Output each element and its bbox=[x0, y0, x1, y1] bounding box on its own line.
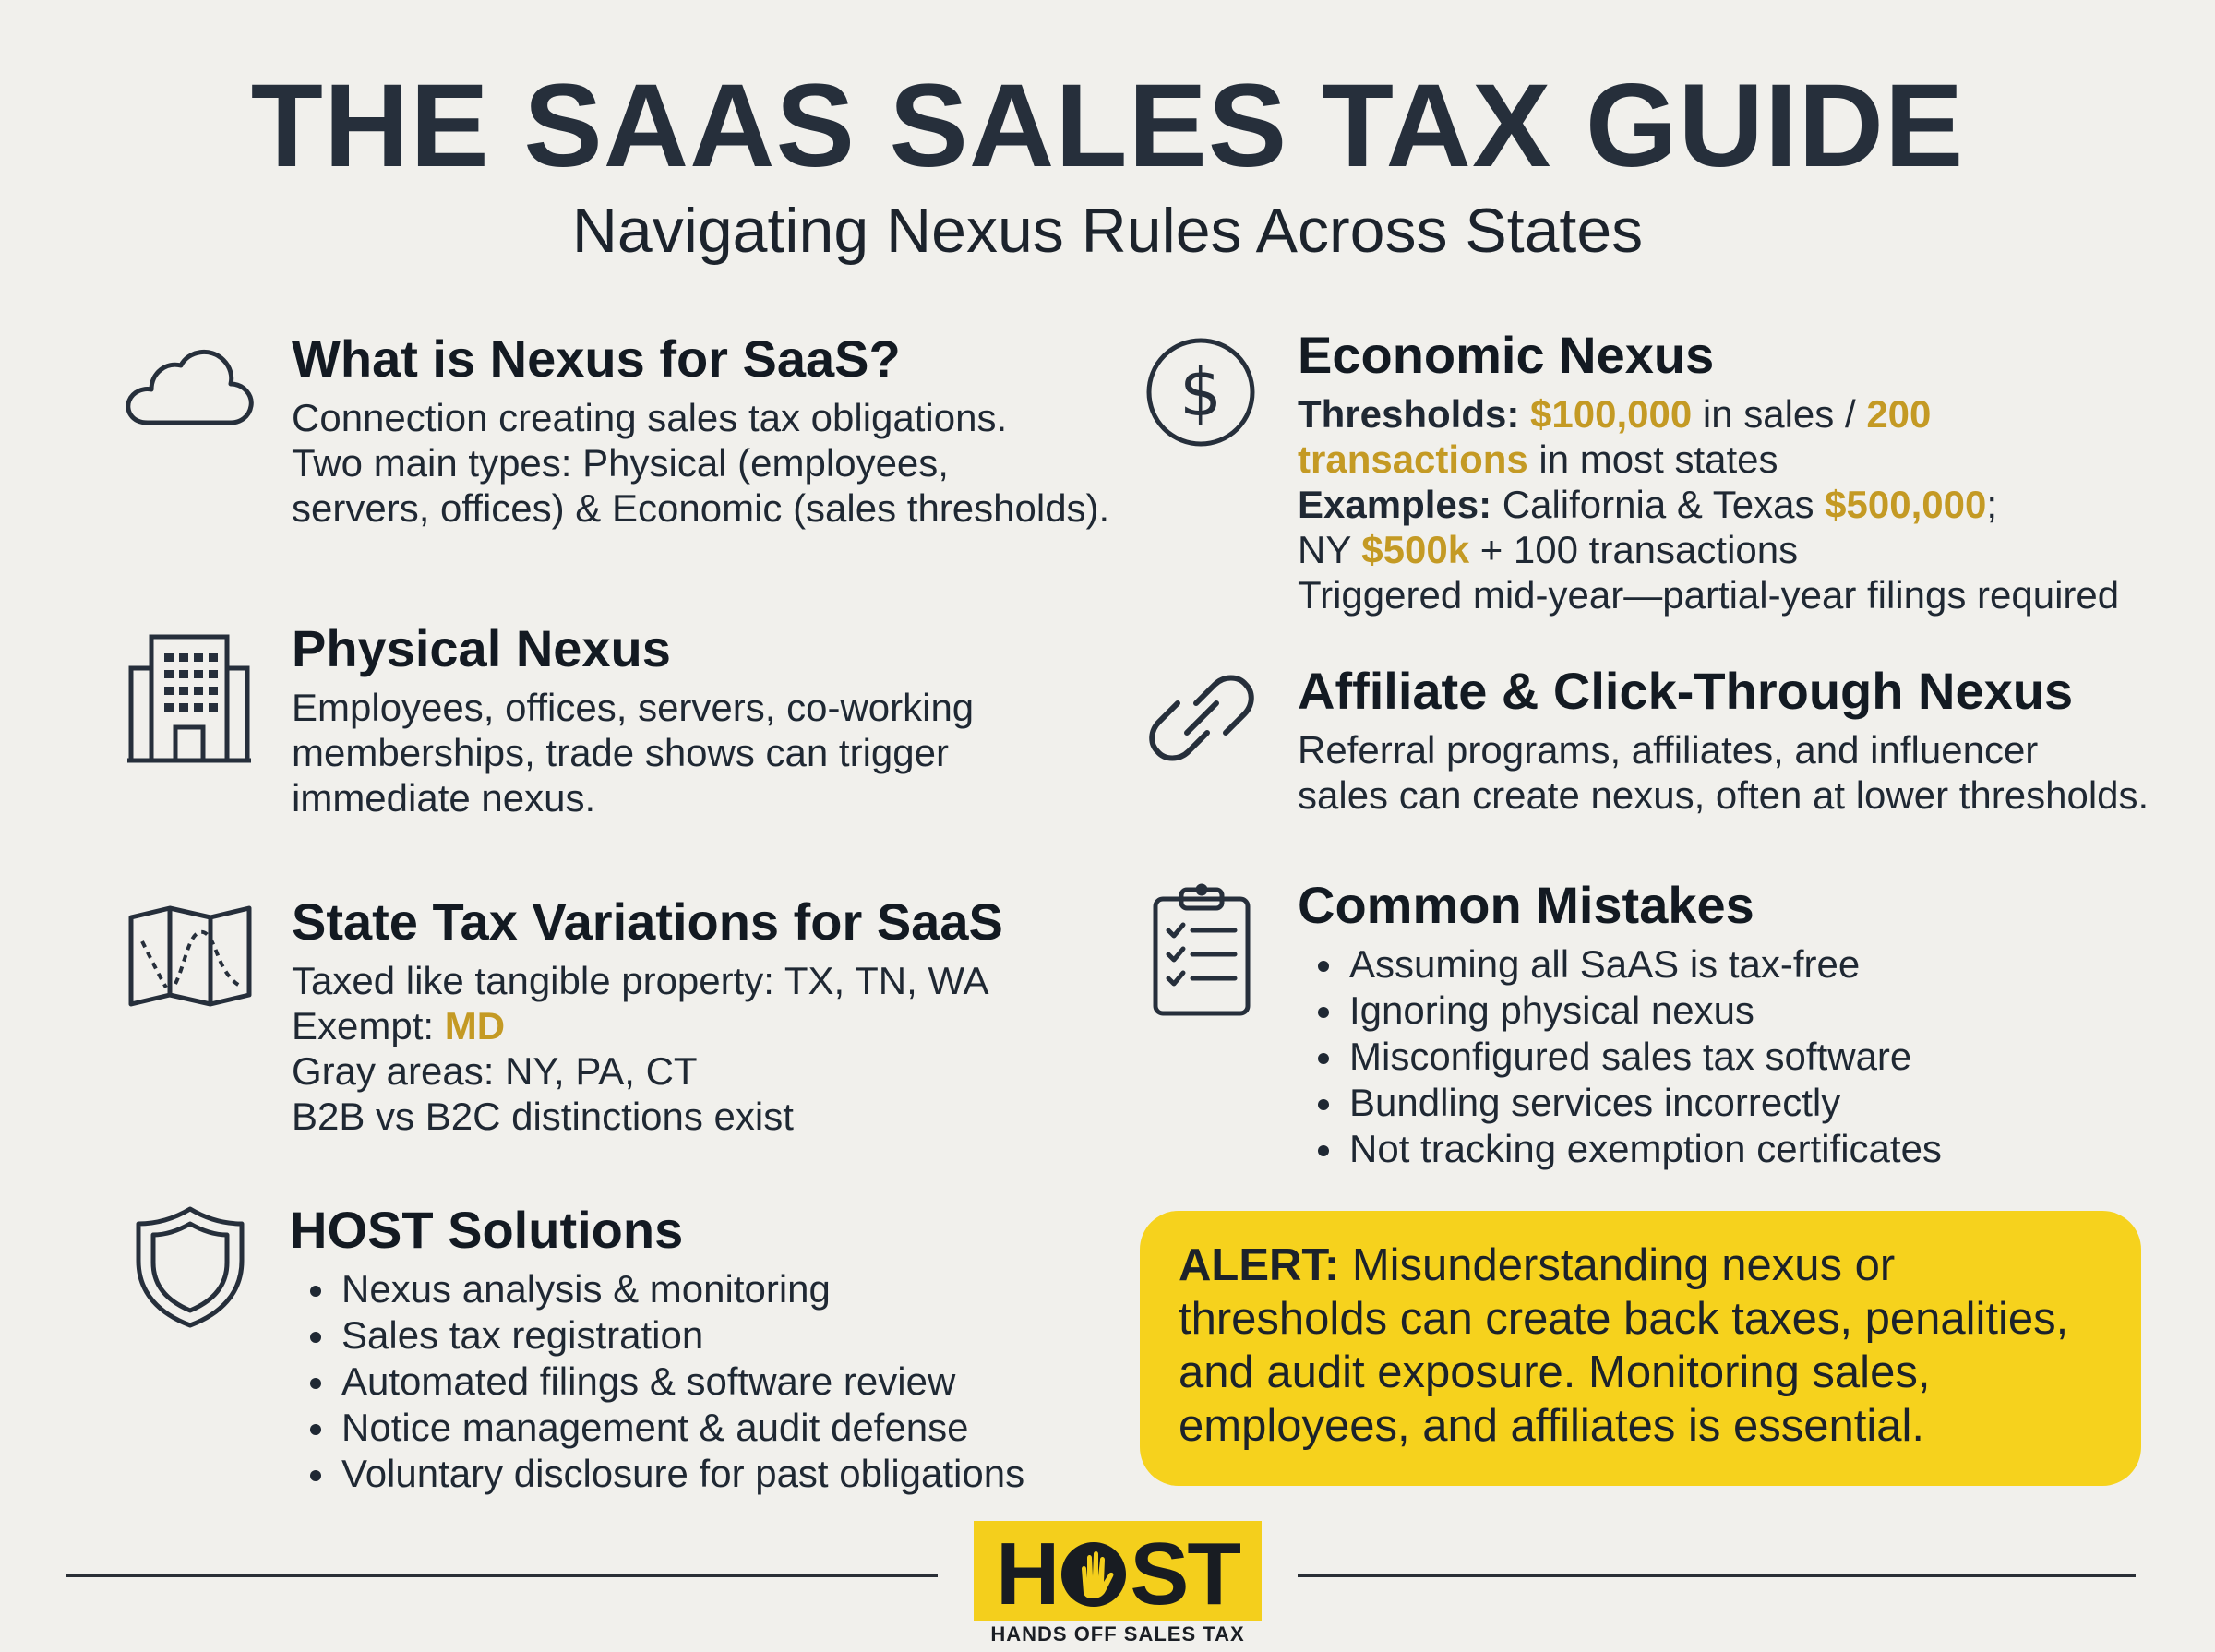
logo-tagline: HANDS OFF SALES TAX bbox=[990, 1622, 1245, 1646]
list-item: Voluntary disclosure for past obligations bbox=[306, 1451, 1024, 1497]
affiliate-line: sales can create nexus, often at lower thresholds. bbox=[1298, 773, 2149, 817]
threshold-transactions: transactions bbox=[1298, 437, 1528, 481]
affiliate-nexus-section bbox=[1298, 661, 2149, 818]
taxed-states-line: Taxed like tangible property: TX, TN, WA bbox=[292, 959, 989, 1002]
affiliate-nexus-heading: Affiliate & Click-Through Nexus bbox=[1298, 662, 2074, 720]
ny-prefix: NY bbox=[1298, 528, 1362, 571]
list-item: Notice management & audit defense bbox=[306, 1405, 1024, 1451]
nexus-intro-line: servers, offices) & Economic (sales thresholds). bbox=[292, 486, 1110, 530]
ny-line bbox=[1298, 527, 2119, 572]
economic-nexus-section bbox=[1298, 325, 2119, 617]
svg-text:$: $ bbox=[1179, 353, 1222, 431]
examples-line bbox=[1298, 482, 2119, 527]
alert-text: Misunderstanding nexus or bbox=[1339, 1240, 1896, 1290]
host-solutions-section bbox=[290, 1200, 1024, 1497]
thresholds-line bbox=[1298, 391, 2119, 437]
nexus-intro-heading: What is Nexus for SaaS? bbox=[292, 329, 901, 388]
alert-line bbox=[1179, 1239, 2104, 1292]
dollar-icon bbox=[1144, 336, 1257, 449]
host-solutions-list bbox=[290, 1266, 1024, 1497]
physical-nexus-section bbox=[292, 618, 974, 820]
affiliate-line: Referral programs, affiliates, and influencer bbox=[1298, 728, 2039, 772]
footer-divider-left bbox=[66, 1574, 938, 1577]
alert-line: thresholds can create back taxes, penalities, bbox=[1179, 1294, 2069, 1344]
list-item: Automated filings & software review bbox=[306, 1359, 1024, 1405]
footer-divider-right bbox=[1298, 1574, 2136, 1577]
physical-nexus-heading: Physical Nexus bbox=[292, 619, 671, 677]
hand-icon bbox=[1060, 1536, 1128, 1628]
nexus-intro-line: Two main types: Physical (employees, bbox=[292, 441, 949, 485]
alert-box bbox=[1140, 1211, 2141, 1486]
ny-amount: $500k bbox=[1361, 528, 1470, 571]
nexus-intro-section bbox=[292, 329, 1109, 531]
ny-end: + 100 transactions bbox=[1469, 528, 1799, 571]
building-icon bbox=[124, 631, 255, 765]
page-title: THE SAAS SALES TAX GUIDE bbox=[250, 60, 1965, 192]
alert-line: and audit exposure. Monitoring sales, bbox=[1179, 1347, 1931, 1397]
state-variations-heading: State Tax Variations for SaaS bbox=[292, 892, 1003, 951]
map-icon bbox=[127, 904, 253, 1008]
physical-nexus-line: immediate nexus. bbox=[292, 776, 596, 820]
common-mistakes-heading: Common Mistakes bbox=[1298, 876, 1754, 934]
clipboard-icon bbox=[1150, 882, 1253, 1017]
state-variations-section bbox=[292, 892, 1003, 1139]
nexus-intro-line: Connection creating sales tax obligations. bbox=[292, 396, 1008, 439]
thresholds-line-2 bbox=[1298, 437, 2119, 482]
alert-line: employees, and affiliates is essential. bbox=[1179, 1401, 1925, 1451]
list-item: Not tracking exemption certificates bbox=[1314, 1126, 1942, 1172]
economic-nexus-heading: Economic Nexus bbox=[1298, 326, 1715, 384]
exempt-label: Exempt: bbox=[292, 1004, 445, 1047]
logo-wordmark: H ST bbox=[974, 1528, 1262, 1628]
list-item: Sales tax registration bbox=[306, 1312, 1024, 1359]
exempt-state: MD bbox=[444, 1004, 506, 1047]
triggered-line: Triggered mid-year—partial-year filings required bbox=[1298, 573, 2120, 617]
physical-nexus-line: memberships, trade shows can trigger bbox=[292, 731, 949, 774]
examples-text: California & Texas bbox=[1491, 483, 1826, 526]
list-item: Bundling services incorrectly bbox=[1314, 1080, 1942, 1126]
thresholds-label: Thresholds: bbox=[1298, 392, 1531, 436]
list-item: Nexus analysis & monitoring bbox=[306, 1266, 1024, 1312]
examples-end: ; bbox=[1986, 483, 1998, 526]
gray-areas-line: Gray areas: NY, PA, CT bbox=[292, 1049, 698, 1093]
alert-label: ALERT: bbox=[1179, 1240, 1340, 1290]
page-subtitle: Navigating Nexus Rules Across States bbox=[571, 196, 1644, 266]
host-logo bbox=[974, 1521, 1262, 1621]
threshold-amount: $100,000 bbox=[1530, 392, 1693, 436]
examples-amount: $500,000 bbox=[1825, 483, 1987, 526]
physical-nexus-line: Employees, offices, servers, co-working bbox=[292, 686, 975, 729]
common-mistakes-section bbox=[1298, 875, 1942, 1172]
examples-label: Examples: bbox=[1298, 483, 1492, 526]
threshold-mid: in sales / bbox=[1692, 392, 1867, 436]
cloud-icon bbox=[122, 340, 256, 432]
link-icon bbox=[1144, 661, 1259, 775]
exempt-line bbox=[292, 1003, 1003, 1048]
threshold-count: 200 bbox=[1866, 392, 1932, 436]
threshold-end: in most states bbox=[1527, 437, 1778, 481]
list-item: Ignoring physical nexus bbox=[1314, 988, 1942, 1034]
list-item: Assuming all SaAS is tax-free bbox=[1314, 941, 1942, 988]
host-solutions-heading: HOST Solutions bbox=[290, 1201, 684, 1259]
common-mistakes-list bbox=[1298, 941, 1942, 1172]
b2b-line: B2B vs B2C distinctions exist bbox=[292, 1095, 794, 1138]
shield-icon bbox=[135, 1205, 245, 1329]
list-item: Misconfigured sales tax software bbox=[1314, 1034, 1942, 1080]
